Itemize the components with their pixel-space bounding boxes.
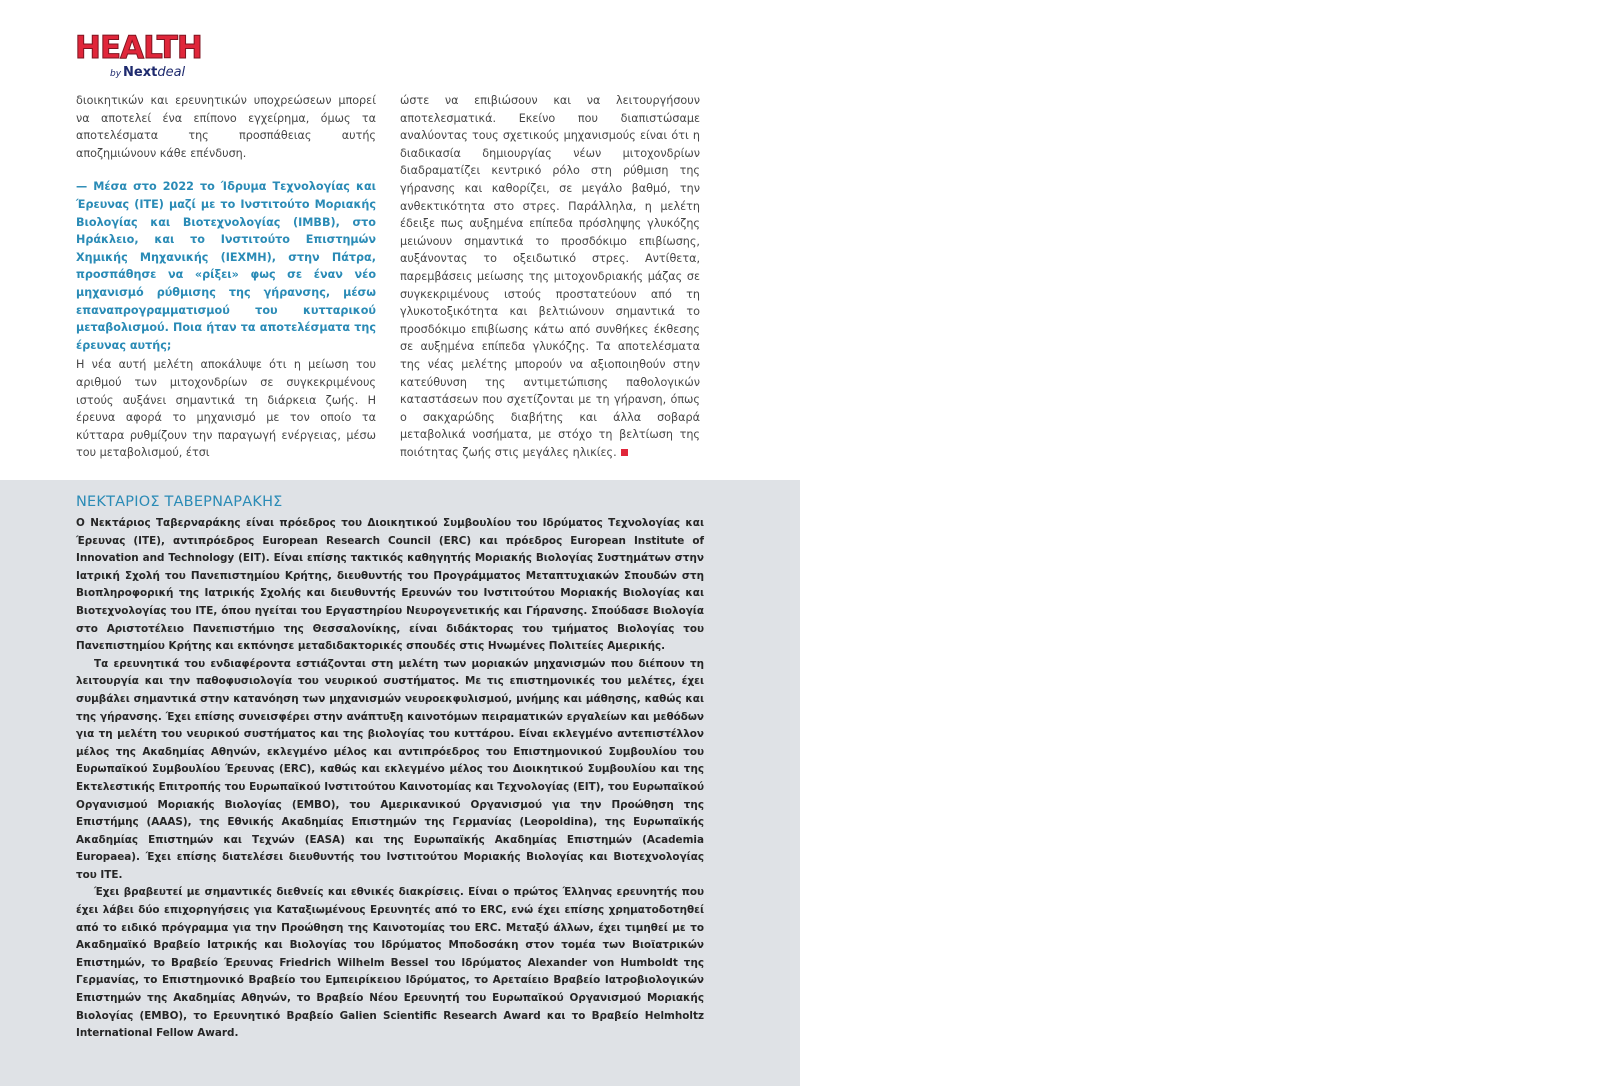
end-of-article-mark-icon [621,449,628,456]
article-right-column [400,92,700,461]
answer-text: ώστε να επιβιώσουν και να λειτουργήσουν αποτελεσματικά. Εκείνο που διαπιστώσαμε αναλύοντας τους σχετικούς μηχανισμούς είναι ότι η διαδικασία δημιουργίας νέων μιτοχονδρίων διαδραματίζει κεντρικό ρόλο στη ρύθμιση της γήρανσης και καθορίζει, σε μεγάλο βαθμό, την ανθεκτικότητα στο στρες. Παράλληλα, η μελέτη έδειξε πως αυξημένα επίπεδα πρόσληψης γλυκόζης μειώνουν σημαντικά το προσδόκιμο επιβίωσης, αυξάνοντας το οξειδωτικό στρες. Αντίθετα, παρεμβάσεις μείωσης της μιτοχονδριακής μάζας σε συγκεκριμένους ιστούς προστατεύουν από τη γλυκοτοξικότητα και βελτιώνουν σημαντικά το προσδόκιμο επιβίωσης κάτω από συνθήκες έκθεσης σε αυξημένα επίπεδα γλυκόζης. Τα αποτελέσματα της νέας μελέτης μπορούν να αξιοποιηθούν στην κατεύθυνση της αντιμετώπισης παθολογικών καταστάσεων που σχετίζονται με τη γήρανση, όπως ο σακχαρώδης διαβήτης και άλλα σοβαρά μεταβολικά νοσήματα, με στόχο τη βελτίωση της ποιότητας ζωής στις μεγάλες ηλικίες. [400,94,700,459]
logo-brand-bold: Next [123,65,158,80]
health-nextdeal-logo [75,32,205,80]
bio-text [76,515,704,1043]
logo-by-text: by [110,69,122,79]
answer-paragraph-start: Η νέα αυτή μελέτη αποκάλυψε ότι η μείωση του αριθμού των μιτοχονδρίων σε συγκεκριμένους ιστούς αυξάνει σημαντικά τη διάρκεια ζωής. Η έρευνα αφορά το μηχανισμό με τον οποίο τα κύτταρα ρυθμίζουν την παραγωγή ενέργειας, μέσω του μεταβολισμού, έτσι [76,358,376,460]
logo-brand-light: deal [157,65,186,80]
article-left-column [76,92,376,462]
bio-paragraph: Τα ερευνητικά του ενδιαφέροντα εστιάζονται στη μελέτη των μοριακών μηχανισμών που διέπουν τη λειτουργία και την παθοφυσιολογία του νευρικού συστήματος. Με τις επιστημονικές του μελέτες, έχει συμβάλει σημαντικά στην κατανόηση των μηχανισμών νευροεκφυλισμού, μνήμης και μάθησης, καθώς και της γήρανσης. Έχει επίσης συνεισφέρει στην ανάπτυξη καινοτόμων πειραματικών εργαλείων και μεθόδων για τη μελέτη του νευρικού συστήματος και της βιολογίας του κυττάρου. Είναι εκλεγμένο αντεπιστέλλον μέλος της Ακαδημίας Αθηνών, εκλεγμένο μέλος και αντιπρόεδρος του Επιστημονικού Συμβουλίου του Ευρωπαϊκού Συμβουλίου Έρευνας (ERC), καθώς και εκλεγμένο μέλος του Διοικητικού Συμβουλίου και της Εκτελεστικής Επιτροπής του Ευρωπαϊκού Ινστιτούτου Καινοτομίας και Τεχνολογίας (EIT), του Ευρωπαϊκού Οργανισμού Μοριακής Βιολογίας (EMBO), του Αμερικανικού Οργανισμού για την Προώθηση της Επιστήμης (AAAS), της Εθνικής Ακαδημίας Επιστημών της Γερμανίας (Leopoldina), της Ευρωπαϊκής Ακαδημίας Επιστημών και Τεχνών (EASA) και της Ευρωπαϊκής Ακαδημίας Επιστημών (Academia Europaea). Έχει επίσης διατελέσει διευθυντής του Ινστιτούτου Μοριακής Βιολογίας και Βιοτεχνολογίας του ΙΤΕ. [76,657,704,881]
logo-health-text: HEALTH [75,30,202,66]
article-intro-paragraph: διοικητικών και ερευνητικών υποχρεώσεων μπορεί να αποτελεί ένα επίπονο εγχείρημα, όμως τα αποτελέσματα της προσπάθειας αυτής αποζημιώνουν κάθε επένδυση. [76,94,376,160]
bio-name-heading: ΝΕΚΤΑΡΙΟΣ ΤΑΒΕΡΝΑΡΑΚΗΣ [76,494,283,510]
interview-question: — Μέσα στο 2022 το Ίδρυμα Τεχνολογίας και Έρευνας (ΙΤΕ) μαζί με το Ινστιτούτο Μοριακής Βιολογίας και Βιοτεχνολογίας (IMBB), στο Ηράκλειο, και το Ινστιτούτο Επιστημών Χημικής Μηχανικής (ΙΕΧΜΗ), στην Πάτρα, προσπάθησε να «ρίξει» φως σε έναν νέο μηχανισμό ρύθμισης της γήρανσης, μέσω επαναπρογραμματισμού του κυτταρικού μεταβολισμού. Ποια ήταν τα αποτελέσματα της έρευνας αυτής; [76,180,376,352]
answer-paragraph-continued [400,92,700,461]
logo-byline [110,61,185,80]
bio-paragraph: Έχει βραβευτεί με σημαντικές διεθνείς και εθνικές διακρίσεις. Είναι ο πρώτος Έλληνας ερευνητής που έχει λάβει δύο επιχορηγήσεις για Καταξιωμένους Ερευνητές από το ERC, ενώ έχει επίσης χρηματοδοτηθεί από το ειδικό πρόγραμμα για την Προώθηση της Καινοτομίας του ERC. Μεταξύ άλλων, έχει τιμηθεί με το Ακαδημαϊκό Βραβείο Ιατρικής και Βιολογίας του Ιδρύματος Μποδοσάκη στον τομέα των Βιοϊατρικών Επιστημών, το Βραβείο Έρευνας Friedrich Wilhelm Bessel του Ιδρύματος Alexander von Humboldt της Γερμανίας, το Επιστημονικό Βραβείο του Εμπειρίκειου Ιδρύματος, το Αρεταίειο Βραβείο Ιατροβιολογικών Επιστημών της Ακαδημίας Αθηνών, το Βραβείο Νέου Ερευνητή του Ευρωπαϊκού Οργανισμού Μοριακής Βιολογίας (EMBO), το Ερευνητικό Βραβείο Galien Scientific Research Award και το Βραβείο Helmholtz International Fellow Award. [76,886,704,1040]
bio-paragraph: Ο Νεκτάριος Ταβερναράκης είναι πρόεδρος του Διοικητικού Συμβουλίου του Ιδρύματος Τεχνολογίας και Έρευνας (ΙΤΕ), αντιπρόεδρος European Research Council (ERC) και πρόεδρος European Institute of Innovation and Technology (EIT). Είναι επίσης τακτικός καθηγητής Μοριακής Βιολογίας Συστημάτων στην Ιατρική Σχολή του Πανεπιστημίου Κρήτης, διευθυντής του Προγράμματος Μεταπτυχιακών Σπουδών στη Βιοπληροφορική της Ιατρικής Σχολής και διευθυντής Ερευνών του Ινστιτούτου Μοριακής Βιολογίας και Βιοτεχνολογίας του ΙΤΕ, όπου ηγείται του Εργαστηρίου Νευρογενετικής και Γήρανσης. Σπούδασε Βιολογία στο Αριστοτέλειο Πανεπιστήμιο της Θεσσαλονίκης, είναι διδάκτορας του τμήματος Βιολογίας του Πανεπιστημίου Κρήτης και εκπόνησε μεταδιδακτορικές σπουδές στις Ηνωμένες Πολιτείες Αμερικής. [76,517,704,653]
